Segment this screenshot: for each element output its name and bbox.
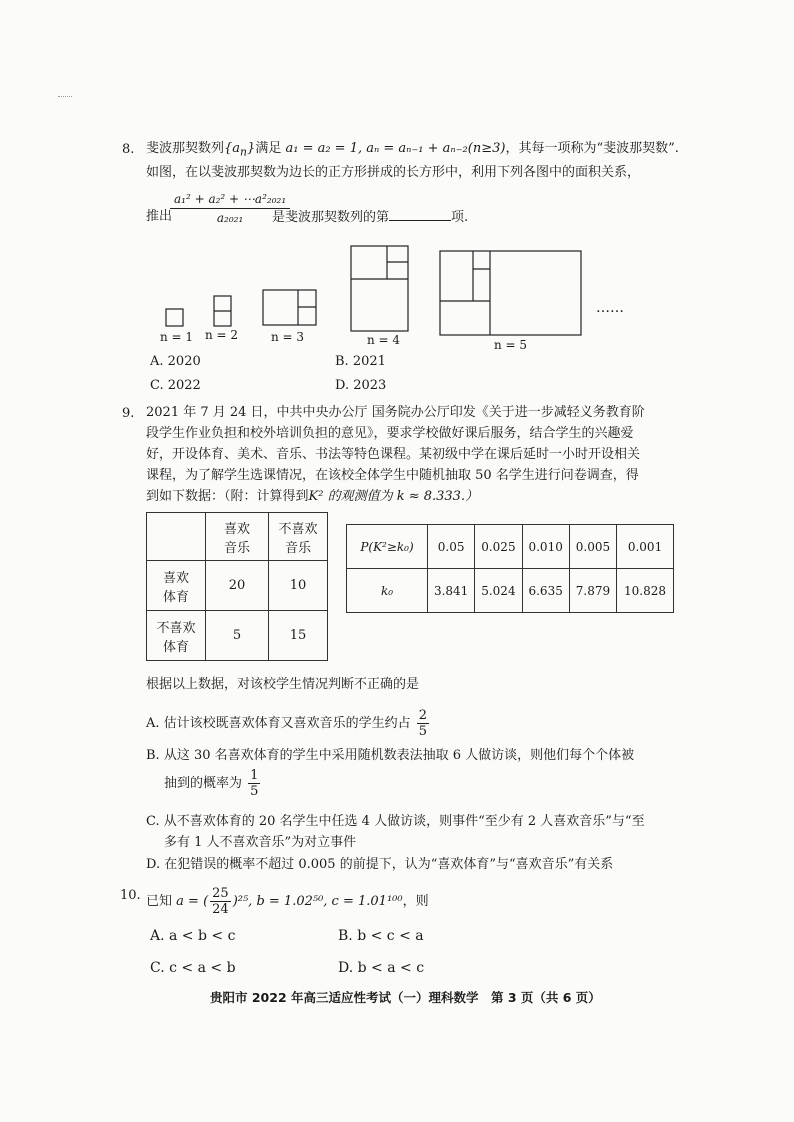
q9-option-b-cont <box>164 768 262 799</box>
q9-option-b-line1: B. 从这 30 名喜欢体育的学生中采用随机数表法抽取 6 人做访谈，则他们每个个体被 <box>146 748 635 763</box>
p-value: 0.010 <box>522 525 569 569</box>
col-header-like-music: 喜欢 音乐 <box>206 513 269 561</box>
q9-option-c[interactable]: C. 从不喜欢体育的 20 名学生中任选 4 人做访谈，则事件“至少有 2 人喜欢音乐”与“至 <box>146 814 645 829</box>
row-header-dislike-sports: 不喜欢 体育 <box>147 611 206 661</box>
figure-ellipsis: …… <box>596 300 624 316</box>
k-value: 7.879 <box>569 569 616 613</box>
p-label: P(K²≥k₀) <box>360 539 414 554</box>
q8-answer-blank <box>389 208 451 221</box>
q10-text-2: ，则 <box>402 894 429 909</box>
q9-k-observed: K² 的观测值为 k ≈ 8.333.） <box>308 489 479 504</box>
caption-n3: n = 3 <box>271 330 305 344</box>
q8-seq-sub: n <box>240 145 248 159</box>
frac-den: 24 <box>212 902 229 917</box>
col-header-dislike-music: 不喜欢 音乐 <box>269 513 328 561</box>
q8-text-4: 是斐波那契数列的第 <box>272 210 390 225</box>
contingency-table <box>146 512 328 661</box>
q9-line-2: 段学生作业负担和校外培训负担的意见》，要求学校做好课后服务，结合学生的兴趣爱 <box>146 426 634 441</box>
p-value: 0.05 <box>428 525 475 569</box>
q9-line-4: 课程，为了解学生选课情况，在该校全体学生中随机抽取 50 名学生进行问卷调查，得 <box>146 468 639 483</box>
cell-like-dislike: 10 <box>269 561 328 611</box>
q10-option-d[interactable]: D. b < a < c <box>338 960 425 976</box>
q8-text: 斐波那契数列 <box>146 141 225 156</box>
row-header-like-sports: 喜欢 体育 <box>147 561 206 611</box>
q9-line-3: 好，开设体育、美术、音乐、书法等特色课程。某初级中学在课后延时一小时开设相关 <box>146 447 641 462</box>
q10-option-b[interactable]: B. b < c < a <box>338 928 424 944</box>
q8-number: 8. <box>122 142 135 157</box>
frac-num: 2 <box>418 708 428 723</box>
q8-option-a[interactable]: A. 2020 <box>150 354 201 369</box>
q9-stem: 根据以上数据，对该校学生情况判断不正确的是 <box>146 677 420 692</box>
q10-stem <box>146 886 429 917</box>
cell-dislike-like: 5 <box>206 611 269 661</box>
frac-den: 5 <box>250 784 259 799</box>
p-value: 0.001 <box>617 525 674 569</box>
q10-option-c[interactable]: C. c < a < b <box>150 960 236 976</box>
q8-seq-open: {a <box>224 141 241 156</box>
q9-option-b-fraction <box>248 768 260 799</box>
frac-num: 1 <box>250 768 259 783</box>
square-n1 <box>166 309 183 326</box>
caption-n5: n = 5 <box>494 338 528 352</box>
q8-recurrence-formula: a₁ = a₂ = 1, aₙ = aₙ₋₁ + aₙ₋₂(n≥3) <box>285 141 506 156</box>
q9-number: 9. <box>122 406 135 421</box>
q8-seq-close: } <box>247 141 256 156</box>
rect-n2 <box>214 296 231 326</box>
k-value: 5.024 <box>475 569 522 613</box>
q9-option-a[interactable] <box>146 708 431 739</box>
q8-line-3-prefix: 推出 <box>146 209 173 224</box>
q10-expressions: )²⁵, b = 1.02⁵⁰, c = 1.01¹⁰⁰ <box>232 894 403 909</box>
q9-text: 到如下数据：（附：计算得到 <box>146 489 309 504</box>
q10-a-lhs: a = ( <box>176 894 209 909</box>
cell-like-like: 20 <box>206 561 269 611</box>
frac-den: 5 <box>418 724 428 739</box>
page-footer: 贵阳市 2022 年高三适应性考试（一）理科数学 第 3 页（共 6 页） <box>210 990 601 1005</box>
q10-option-a[interactable]: A. a < b < c <box>150 928 236 944</box>
q9-line-1: 2021 年 7 月 24 日，中共中央办公厅 国务院办公厅印发《关于进一步减轻义务教育阶 <box>146 405 645 420</box>
cell-dislike-dislike: 15 <box>269 611 328 661</box>
k-value: 6.635 <box>522 569 569 613</box>
q8-fraction-numerator: a₁² + a₂² + ⋯a²₂₀₂₁ <box>174 192 287 206</box>
q9-line-5 <box>146 488 478 506</box>
p-value: 0.025 <box>475 525 522 569</box>
q8-option-b[interactable]: B. 2021 <box>335 354 386 369</box>
q8-text-5: 项. <box>451 210 469 225</box>
scan-mark <box>58 96 72 100</box>
q10-number: 10. <box>120 888 141 903</box>
q8-text-2: 满足 <box>255 141 282 156</box>
frac-num: 25 <box>212 886 229 901</box>
q9-option-b-line2: 抽到的概率为 <box>164 776 243 791</box>
q9-option-d[interactable]: D. 在犯错误的概率不超过 0.005 的前提下，认为“喜欢体育”与“喜欢音乐”有关系 <box>146 857 614 872</box>
rect-n5 <box>440 251 581 335</box>
caption-n2: n = 2 <box>205 328 239 342</box>
k-value: 3.841 <box>428 569 475 613</box>
q9-option-b[interactable] <box>146 744 634 763</box>
k-value: 10.828 <box>617 569 674 613</box>
q8-option-c[interactable]: C. 2022 <box>150 378 201 393</box>
q8-option-d[interactable]: D. 2023 <box>335 378 387 393</box>
p-value: 0.005 <box>569 525 616 569</box>
rect-n3 <box>263 290 316 325</box>
q8-line-2: 如图，在以斐波那契数为边长的正方形拼成的长方形中，利用下列各图中的面积关系， <box>146 165 641 180</box>
caption-n1: n = 1 <box>160 330 194 344</box>
q8-fraction-denominator: a₂₀₂₁ <box>216 211 244 225</box>
q9-option-a-text: A. 估计该校既喜欢体育又喜欢音乐的学生约占 <box>146 716 411 731</box>
corner-cell <box>147 513 206 561</box>
q8-line-3 <box>272 208 468 227</box>
q8-line-1 <box>146 140 679 162</box>
q10-fraction <box>210 886 231 917</box>
q9-option-a-fraction <box>417 708 429 739</box>
k-label: k₀ <box>380 583 394 598</box>
q10-text: 已知 <box>146 894 173 909</box>
caption-n4: n = 4 <box>367 333 401 347</box>
q8-text-3: ，其每一项称为“斐波那契数”. <box>505 141 679 156</box>
q9-option-c-cont: 多有 1 人不喜欢音乐”为对立事件 <box>164 835 357 850</box>
critical-value-table <box>346 524 674 613</box>
q8-seq-symbol <box>224 141 256 159</box>
rect-n4 <box>351 246 408 331</box>
